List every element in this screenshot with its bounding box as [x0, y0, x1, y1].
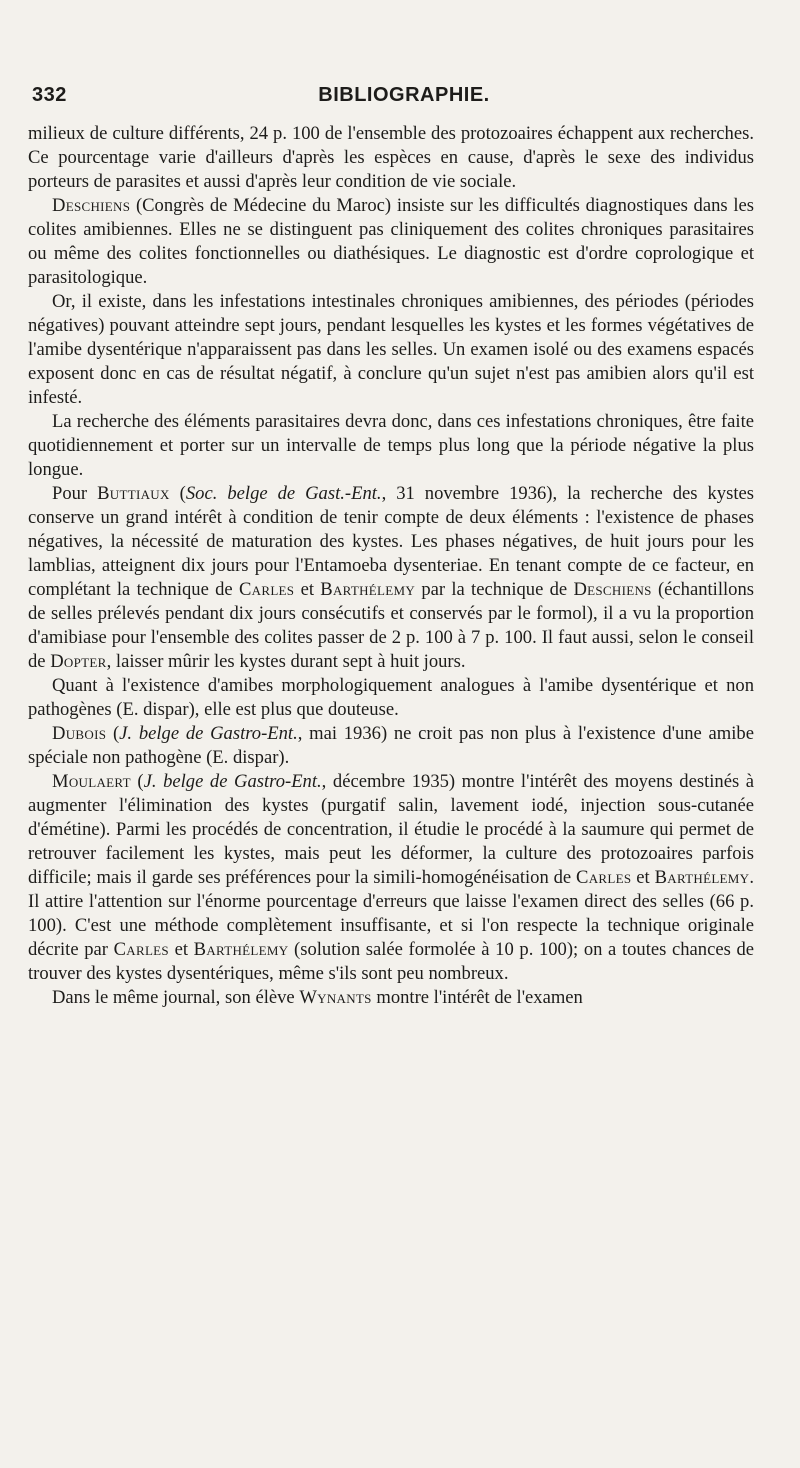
paragraph [28, 290, 754, 410]
text-run: , décembre 1935) montre l'intérêt des moyens destinés à augmenter l'élimination des kystes (purgatif salin, lavement iodé, injection sous-cutanée d'émétine). Parmi les procédés de concentration, il étudie le procédé à la saumure qui permet de retrouver facilement les kystes, mais peut les déformer, la culture des protozoaires parfois difficile; mais il garde ses préférences pour la simili-homogénéisation de [28, 771, 755, 888]
author-name: Buttiaux [97, 483, 170, 504]
paragraph [28, 770, 754, 986]
author-name: Carles [576, 867, 632, 888]
text-run: . Il attire l'attention sur l'énorme pourcentage d'erreurs que laisse l'examen direct des selles (66 p. 100). C'est une méthode complètement insuffisante, et si l'on respecte la technique originale décrite par [28, 867, 754, 960]
author-name: Dubois [52, 723, 107, 744]
paragraph [28, 482, 754, 674]
text-run: La recherche des éléments parasitaires devra donc, dans ces infestations chroniques, être faite quotidiennement et porter sur un intervalle de temps plus long que la période négative la plus longue. [28, 411, 754, 480]
author-name: Dopter [50, 651, 107, 672]
author-name: Barthélemy [320, 579, 416, 600]
running-title: BIBLIOGRAPHIE. [318, 84, 490, 106]
body-text [28, 122, 754, 1010]
text-run: Dans le même journal, son élève [52, 987, 300, 1008]
paragraph [28, 674, 754, 722]
author-name: Carles [238, 579, 295, 600]
text-run: ( [169, 483, 186, 504]
paragraph [28, 194, 754, 290]
author-name: Carles [113, 939, 169, 960]
text-run: ( [106, 723, 120, 744]
paragraph [28, 410, 754, 482]
author-name: Deschiens [573, 579, 652, 600]
author-name: Wynants [299, 987, 372, 1008]
text-run: montre l'intérêt de l'examen [371, 987, 583, 1008]
text-run: (solution salée formolée à 10 p. 100); on a toutes chances de trouver des kystes dysentériques, même s'ils sont peu nombreux. [28, 939, 754, 984]
text-run: , 31 novembre 1936), la recherche des kystes conserve un grand intérêt à condition de tenir compte de deux éléments : l'existence de phases négatives, la nécessité de maturation des kystes. Les phases négatives, de huit jours pour les lamblias, atteignent dix jours pour l'Entamoeba dysenteriae. En tenant compte de ce facteur, en complétant la technique de [28, 483, 754, 600]
text-run: ( [130, 771, 144, 792]
journal-citation: Soc. belge de Gast.-Ent. [185, 483, 382, 504]
author-name: Deschiens [52, 195, 131, 216]
author-name: Barthélemy [654, 867, 750, 888]
author-name: Barthélemy [193, 939, 289, 960]
page-header [32, 84, 776, 114]
paragraph [28, 722, 754, 770]
text-run: et [631, 867, 655, 888]
text-run: milieux de culture différents, 24 p. 100 de l'ensemble des protozoaires échappent aux recherches. Ce pourcentage varie d'ailleurs d'après les espèces en cause, d'après le sexe des individus porteurs de parasites et aussi d'après leur condition de vie sociale. [28, 123, 754, 192]
paragraph [28, 122, 754, 194]
text-run: (échantillons de selles prélevés pendant dix jours consécutifs et conservés par le formol), il a vu la proportion d'amibiase pour l'ensemble des colites passer de 2 p. 100 à 7 p. 100. Il faut aussi, selon le conseil de [28, 579, 754, 672]
text-run: , laisser mûrir les kystes durant sept à huit jours. [106, 651, 466, 672]
journal-citation: J. belge de Gastro-Ent. [143, 771, 322, 792]
author-name: Moulaert [52, 771, 131, 792]
text-run: par la technique de [415, 579, 574, 600]
text-run: , mai 1936) ne croit pas non plus à l'existence d'une amibe spéciale non pathogène (E. dispar). [28, 723, 754, 768]
text-run: et [294, 579, 321, 600]
text-run: Quant à l'existence d'amibes morphologiquement analogues à l'amibe dysentérique et non pathogènes (E. dispar), elle est plus que douteuse. [28, 675, 754, 720]
text-run: et [168, 939, 194, 960]
text-run: Or, il existe, dans les infestations intestinales chroniques amibiennes, des périodes (périodes négatives) pouvant atteindre sept jours, pendant lesquelles les kystes et les formes végétatives de l'amibe dysentérique n'apparaissent pas dans les selles. Un examen isolé ou des examens espacés exposent donc en cas de résultat négatif, à conclure qu'un sujet n'est pas amibien alors qu'il est infesté. [28, 291, 754, 408]
page-number: 332 [32, 84, 67, 106]
paragraph [28, 986, 754, 1010]
text-run: Pour [52, 483, 98, 504]
text-run: (Congrès de Médecine du Maroc) insiste sur les difficultés diagnostiques dans les colites amibiennes. Elles ne se distinguent pas cliniquement des colites chroniques parasitaires ou même des colites fonctionnelles ou diathésiques. Le diagnostic est d'ordre coprologique et parasitologique. [28, 195, 754, 288]
journal-citation: J. belge de Gastro-Ent. [119, 723, 298, 744]
